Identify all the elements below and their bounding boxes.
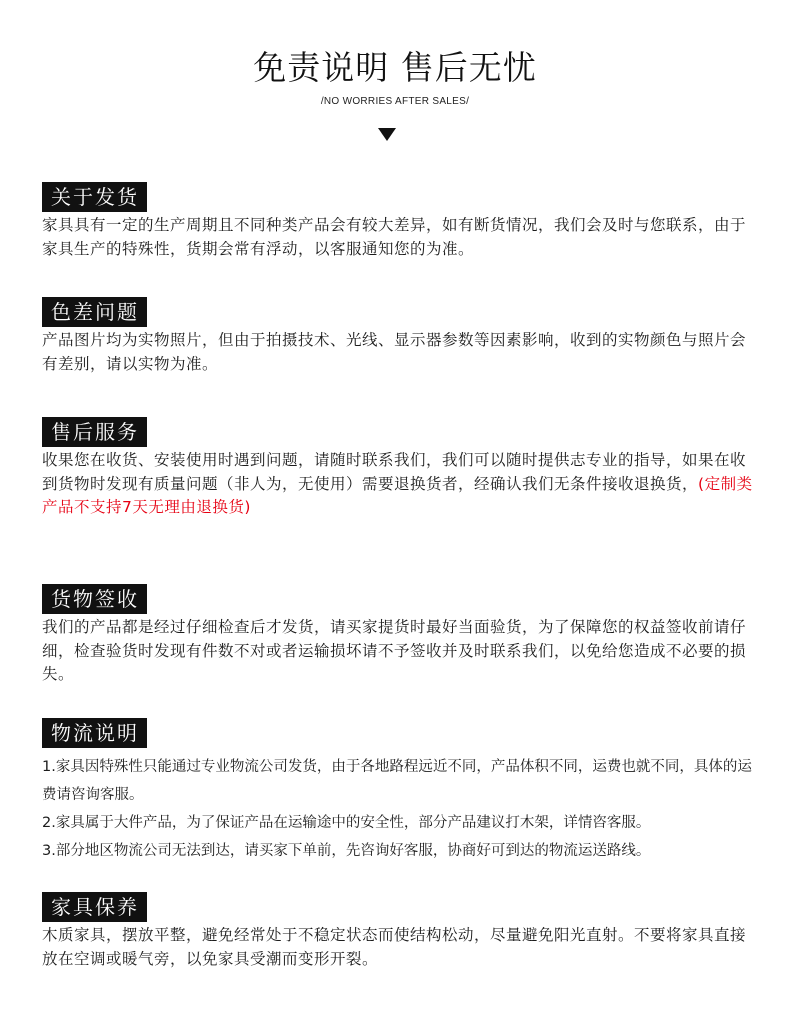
section-care [42, 892, 758, 971]
section-logistics [42, 718, 758, 865]
section-body: 木质家具，摆放平整，避免经常处于不稳定状态而使结构松动，尽量避免阳光直射。不要将家具直接放在空调或暖气旁，以免家具受潮而变形开裂。 [42, 926, 747, 968]
section-aftersales [42, 417, 758, 520]
logistics-item-3: 3.部分地区物流公司无法到达，请买家下单前，先咨询好客服，协商好可到达的物流运送路线。 [42, 843, 651, 859]
aftersales-note: (定制类产品不支持7天无理由退换货) [42, 474, 753, 516]
section-heading: 物流说明 [42, 718, 147, 748]
down-arrow-icon [378, 128, 396, 141]
page-subtitle: /NO WORRIES AFTER SALES/ [320, 96, 470, 107]
section-heading: 售后服务 [42, 417, 147, 447]
section-color [42, 297, 758, 376]
logistics-item-2: 2.家具属于大件产品，为了保证产品在运输途中的安全性，部分产品建议打木架，详情咨客服。 [42, 815, 651, 831]
aftersales-text: 收果您在收货、安装使用时遇到问题，请随时联系我们，我们可以随时提供志专业的指导，如果在收到货物时发现有质量问题（非人为，无使用）需要退换货者，经确认我们无条件接收退换货， [42, 451, 747, 493]
section-heading: 家具保养 [42, 892, 147, 922]
logistics-item-1: 1.家具因特殊性只能通过专业物流公司发货，由于各地路程远近不同，产品体积不同，运费也就不同，具体的运费请咨询客服。 [42, 759, 752, 803]
section-body: 家具具有一定的生产周期且不同种类产品会有较大差异，如有断货情况，我们会及时与您联系，由于家具生产的特殊性，货期会常有浮动，以客服通知您的为准。 [42, 216, 747, 258]
section-body: 我们的产品都是经过仔细检查后才发货，请买家提货时最好当面验货，为了保障您的权益签收前请仔细，检查验货时发现有件数不对或者运输损坏请不予签收并及时联系我们，以免给您造成不必要的损失。 [42, 618, 747, 683]
section-heading: 色差问题 [42, 297, 147, 327]
section-body: 产品图片均为实物照片，但由于拍摄技术、光线、显示器参数等因素影响，收到的实物颜色与照片会有差别，请以实物为准。 [42, 331, 747, 373]
section-heading: 货物签收 [42, 584, 147, 614]
section-shipping [42, 182, 758, 261]
section-receipt [42, 584, 758, 687]
section-heading: 关于发货 [42, 182, 147, 212]
section-body [42, 449, 758, 520]
page-title: 免责说明 售后无忧 [253, 48, 537, 87]
